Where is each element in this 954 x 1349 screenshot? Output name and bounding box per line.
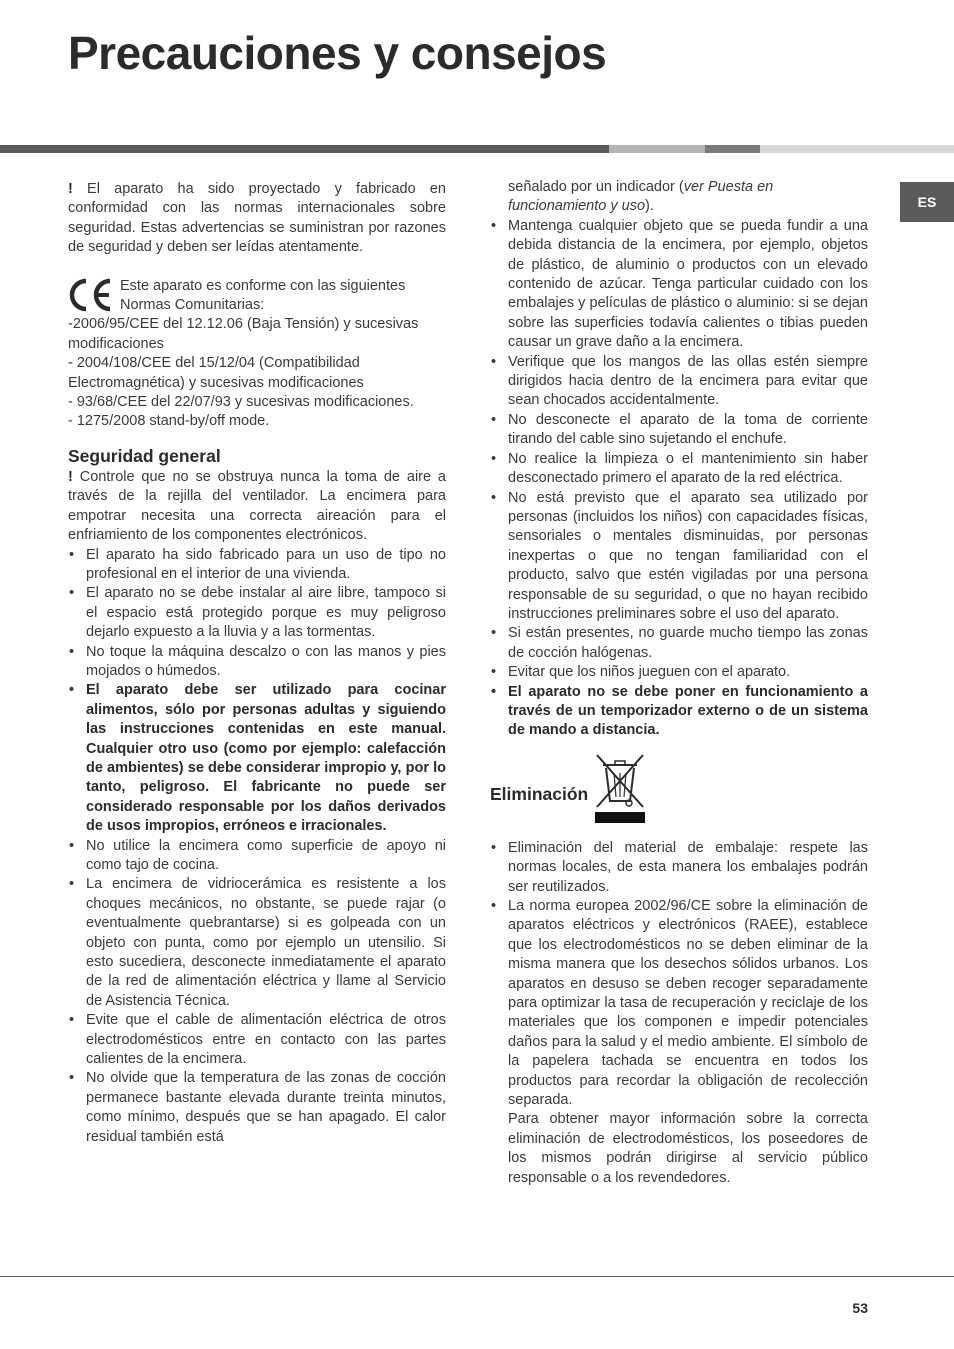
disposal-footer: Para obtener mayor información sobre la correcta eliminación de electrodomésticos, los poseedores de los mismos podrán dirigirse al servicio público responsable o a los revendedores. (508, 1111, 868, 1186)
warning-mark: ! (68, 181, 73, 197)
header-bar-mid (609, 145, 705, 153)
page-number: 53 (852, 1300, 868, 1316)
disposal-header (490, 751, 868, 825)
list-item: • No realice la limpieza o el mantenimiento sin haber desconectado primero el aparato de la red eléctrica. (490, 450, 868, 489)
continuation-text (490, 178, 868, 217)
list-item: • Evite que el cable de alimentación eléctrica de otros electrodomésticos entre en contacto con las partes calientes de la encimera. (68, 1011, 446, 1069)
list-item: • No está previsto que el aparato sea utilizado por personas (incluidos los niños) con capacidades físicas, sensoriales o mentales disminuidas, por personas inexpertas o que no tengan familiaridad con el producto, salvo que estén vigiladas por una persona responsable de su seguridad, o que no hayan recibido instrucciones preliminares sobre el uso del aparato. (490, 489, 868, 625)
left-column (68, 180, 446, 1147)
ce-mark-icon (68, 277, 114, 313)
list-item: • Si están presentes, no guarde mucho tiempo las zonas de cocción halógenas. (490, 624, 868, 663)
disposal-heading: Eliminación (490, 783, 589, 804)
header-bar-light (760, 145, 954, 153)
ce-block (68, 277, 446, 316)
header-bar-dark2 (705, 145, 760, 153)
intro-paragraph (68, 180, 446, 258)
list-item: • No desconecte el aparato de la toma de corriente tirando del cable sino sujetando el enchufe. (490, 411, 868, 450)
header-bar-dark (0, 145, 609, 153)
list-item-bold: • El aparato no se debe poner en funcionamiento a través de un temporizador externo o de un sistema de mando a distancia. (490, 683, 868, 741)
footer-rule (0, 1276, 954, 1277)
safety-heading: Seguridad general (68, 445, 221, 466)
norm-item: - 93/68/CEE del 22/07/93 y sucesivas modificaciones. (68, 394, 414, 411)
right-column (490, 178, 868, 1188)
safety-list (68, 546, 446, 1148)
crossed-bin-icon (594, 751, 646, 825)
continuation-pre: señalado por un indicador ( (508, 179, 684, 195)
safety-list-continued (490, 217, 868, 741)
safety-intro-text: Controle que no se obstruya nunca la toma de aire a través de la rejilla del ventilador. La encimera para empotrar necesita una correcta aireación para el enfriamiento de los componentes electrónicos. (68, 468, 446, 544)
disposal-list (490, 839, 868, 1111)
norm-item: -2006/95/CEE del 12.12.06 (Baja Tensión) y sucesivas modificaciones (68, 316, 419, 352)
continuation-post: ). (645, 198, 654, 215)
safety-intro (68, 468, 446, 546)
list-item: • La norma europea 2002/96/CE sobre la eliminación de aparatos eléctricos y electrónicos (RAEE), establece que los electrodomésticos no se deben eliminar de la misma manera que los desechos sólidos urbanos. Los aparatos en desuso se deben recoger separadamente para optimizar la tasa de recuperación y reciclaje de los materiales que los componen e impedir potenciales daños para la salud y el medio ambiente. El símbolo de la papelera tachada se encuentra en todos los productos para recordar la obligación de recolección separada. (490, 897, 868, 1110)
list-item: • El aparato no se debe instalar al aire libre, tampoco si el espacio está protegido porque es muy peligroso dejarlo expuesto a la lluvia y a las tormentas. (68, 584, 446, 642)
list-item: • Eliminación del material de embalaje: respete las normas locales, de esta manera los embalajes podrán ser reutilizados. (490, 839, 868, 897)
warning-mark: ! (68, 468, 73, 485)
norm-item: - 1275/2008 stand-by/off mode. (68, 413, 270, 430)
page-title: Precauciones y consejos (68, 27, 607, 79)
list-item: • No toque la máquina descalzo o con las manos y pies mojados o húmedos. (68, 643, 446, 682)
list-item: • La encimera de vidriocerámica es resistente a los choques mecánicos, no obstante, se puede rajar (o eventualmente quebrantarse) si es golpeada con un objeto con punta, como por ejemplo un utensilio. Si esto sucediera, desconecte inmediatamente el aparato de la red de alimentación eléctrica y llame al Servicio de Asistencia Técnica. (68, 875, 446, 1011)
list-item: • No utilice la encimera como superficie de apoyo ni como tajo de cocina. (68, 837, 446, 876)
list-item: • Evitar que los niños jueguen con el aparato. (490, 663, 868, 682)
list-item-bold: • El aparato debe ser utilizado para cocinar alimentos, sólo por personas adultas y siguiendo las instrucciones contenidas en este manual. Cualquier otro uso (como por ejemplo: calefacción de ambientes) se debe considerar impropio y, por lo tanto, peligroso. El fabricante no puede ser considerado responsable por los daños derivados de usos impropios, erróneos e irracionales. (68, 681, 446, 836)
ce-text: Este aparato es conforme con las siguientes Normas Comunitarias: (120, 277, 406, 314)
continuation-italic: ver Puesta en funcionamiento y uso (508, 179, 774, 215)
language-tab: ES (900, 182, 954, 222)
list-item: • Mantenga cualquier objeto que se pueda fundir a una debida distancia de la encimera, por ejemplo, objetos de plástico, de aluminio o productos con un elevado contenido de azúcar. Tenga particular cuidado con los embalajes y películas de plástico o aluminio: si se dejan sobre las superficies todavía calientes o tibias pueden causar un grave daño a la encimera. (490, 217, 868, 353)
list-item: • Verifique que los mangos de las ollas estén siempre dirigidos hacia dentro de la encimera para evitar que sean chocados accidentalmente. (490, 353, 868, 411)
list-item: • El aparato ha sido fabricado para un uso de tipo no profesional en el interior de una vivienda. (68, 546, 446, 585)
norm-item: - 2004/108/CEE del 15/12/04 (Compatibilidad Electromagnética) y sucesivas modificaciones (68, 355, 364, 391)
intro-text: El aparato ha sido proyectado y fabricado en conformidad con las normas internacionales sobre seguridad. Estas advertencias se suministran por razones de seguridad y deben ser leídas atentamente. (68, 181, 446, 256)
list-item: • No olvide que la temperatura de las zonas de cocción permanece bastante elevada durante treinta minutos, como mínimo, después que se han apagado. El calor residual también está (68, 1069, 446, 1147)
